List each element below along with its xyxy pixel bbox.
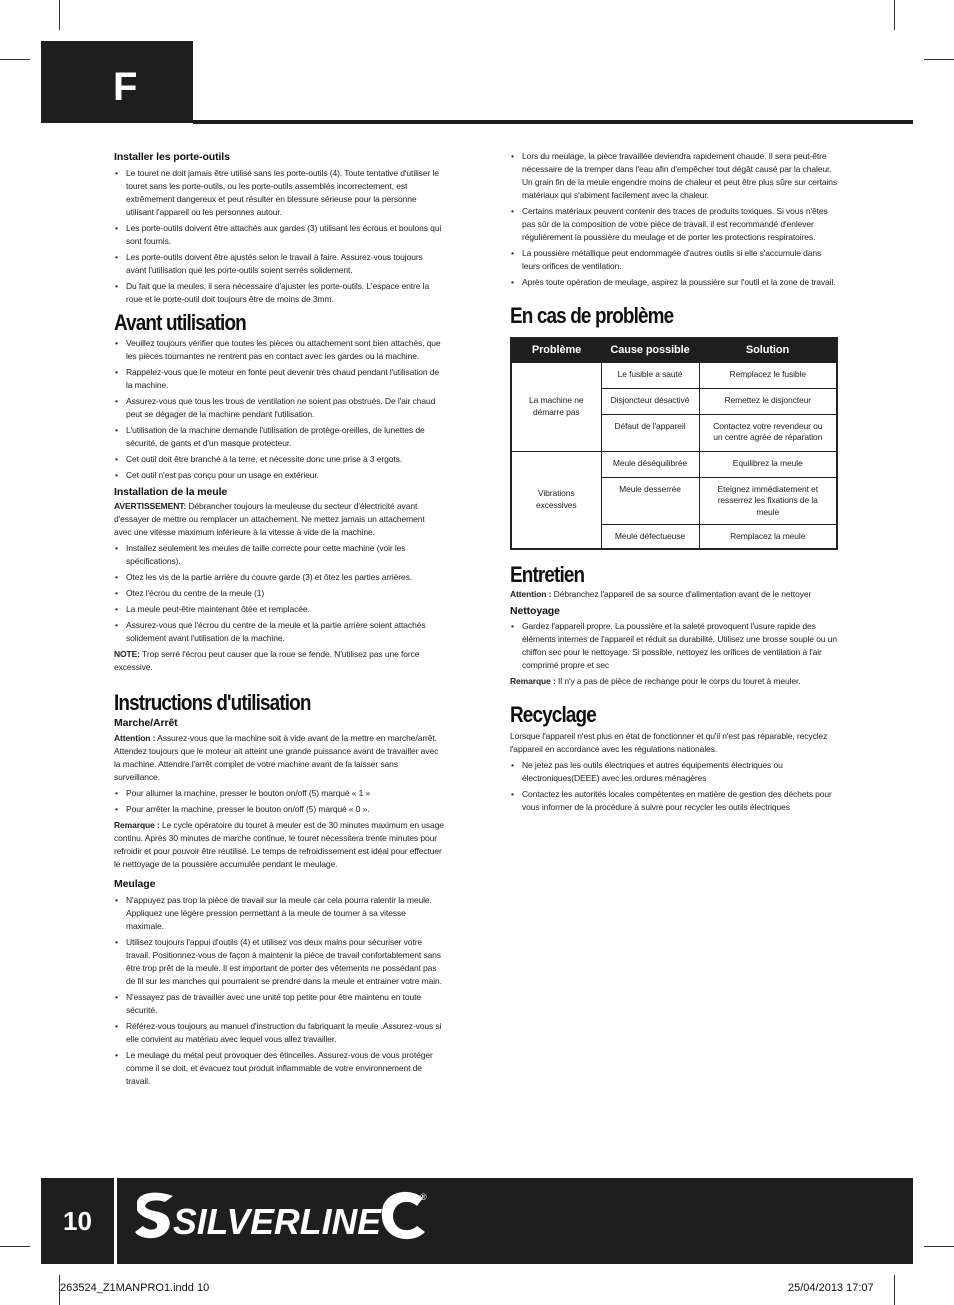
list-item: • Le meulage du métal peut provoquer des étincelles. Assurez-vous de vous protéger comme il se doit, et évacuez tout produit inflammable de votre environnement de travail. <box>114 1049 444 1088</box>
nettoyage-title: Nettoyage <box>510 605 560 617</box>
section-title-recyclage: Recyclage <box>510 702 596 727</box>
cause-cell: Meule défectueuse <box>601 524 699 549</box>
slug-file-info: 263524_Z1MANPRO1.indd 10 <box>60 1282 210 1294</box>
language-tab <box>41 41 193 123</box>
marche-title: Marche/Arrêt <box>114 717 178 729</box>
section-title-avant: Avant utilisation <box>114 310 246 335</box>
marche-list <box>114 787 444 816</box>
cause-cell: Disjoncteur désactivé <box>601 388 699 414</box>
list-item: • Les porte-outils doivent être attachés aux gardes (3) utilisant les écrous et boulons qui sont fournis. <box>114 222 444 248</box>
solution-cell: Contactez votre revendeur ou un centre agrée de réparation <box>699 414 837 451</box>
marche-remarque-label: Remarque : <box>114 820 160 830</box>
table-header-cell: Solution <box>699 338 837 362</box>
solution-cell: Remettez le disjoncteur <box>699 388 837 414</box>
meule-note <box>114 648 444 674</box>
list-item: • Après toute opération de meulage, aspirez la poussière sur l'outil et la zone de travail. <box>510 276 840 289</box>
solution-cell: Equilibrez la meule <box>699 451 837 477</box>
footer-divider <box>114 1178 117 1264</box>
list-item: • Ne jetez pas les outils électriques et autres équipements électriques ou électroniques(DEEE) avec les ordures ménagères <box>510 759 840 785</box>
marche-remarque <box>114 819 444 871</box>
table-header-cell: Problème <box>511 338 601 362</box>
meule-list <box>114 542 444 645</box>
recyclage-intro: Lorsque l'appareil n'est plus en état de fonctionner et qu'il n'est pas réparable, recyclez l'appareil en accordance avec les régulations nationales. <box>510 731 828 754</box>
list-item: • Du fait que la meules, il sera nécessaire d'ajuster les porte-outils. L'espace entre la roue et le porte-outil doit toujours être de moins de 3mm. <box>114 280 444 306</box>
problem-cell: La machine ne démarre pas <box>511 362 601 451</box>
list-item: • Contactez les autorités locales compétentes en matière de gestion des déchets pour vous informer de la procédure à suivre pour recycler les outils électriques <box>510 788 840 814</box>
silverline-logo <box>133 1186 433 1256</box>
list-item: • Lors du meulage, la pièce travaillée deviendra rapidement chaude. Il sera peut-être nécessaire de la tremper dans l'eau afin d'empêcher tout dégât causé par la chaleur. Un grain fin de la meule engendre moins de chaleur et peut être plus sûre sur certains matériaux qui s'abiment facilement avec la chaleur. <box>510 150 840 202</box>
problem-cell: Vibrations excessives <box>511 451 601 549</box>
meule-warning <box>114 500 444 539</box>
entretien-attention-text: Débranchez l'appareil de sa source d'alimentation avant de le nettoyer <box>551 589 812 599</box>
problem-table <box>510 337 838 550</box>
meule-warning-text: Débrancher toujours la meuleuse du secteur d'électricité avant d'essayer de mettre ou remplacer un attachement. Ne mettez jamais un attachement avec une vitesse maximum inférieure à la vitesse à vide de la machine. <box>114 501 425 537</box>
entretien-remarque <box>510 675 840 688</box>
cause-cell: Défaut de l'appareil <box>601 414 699 451</box>
list-item: • Cet outil n'est pas conçu pour un usage en extérieur. <box>114 469 444 482</box>
cause-cell: Meule déséquilibrée <box>601 451 699 477</box>
right-column <box>510 150 840 817</box>
list-item: • Assurez-vous que l'écrou du centre de la meule et la partie arrière soient attachés solidement avant l'utilisation de la machine. <box>114 619 444 645</box>
table-header-cell: Cause possible <box>601 338 699 362</box>
list-item: • Pour arrêter la machine, presser le bouton on/off (5) marqué « 0 ». <box>114 803 444 816</box>
meule-note-text: Trop serré l'écrou peut causer que la roue se fende. N'utilisez pas une force excessive. <box>114 649 420 672</box>
section-title-entretien: Entretien <box>510 562 585 587</box>
cause-cell: Meule desserrée <box>601 477 699 524</box>
crop-mark <box>0 1246 30 1247</box>
meule-warning-label: AVERTISSEMENT: <box>114 501 187 511</box>
table-header-row <box>511 338 837 362</box>
list-item: • Référez-vous toujours au manuel d'instruction du fabriquant la meule .Assurez-vous si elle convient au matériau avec lequel vous allez travailler. <box>114 1020 444 1046</box>
meulage-list <box>114 894 444 1088</box>
list-item: • Veuillez toujours vérifier que toutes les pièces ou attachement sont bien attachés, que les pièces tournantes ne rentrent pas en contact avec les gardes ou la machine. <box>114 337 444 363</box>
crop-mark <box>894 1275 895 1305</box>
entretien-attention <box>510 588 840 601</box>
registered-mark: ® <box>420 1192 427 1202</box>
meulage-title: Meulage <box>114 878 156 890</box>
header-rule <box>193 120 913 124</box>
marche-attention-label: Attention : <box>114 733 156 743</box>
list-item: • Le touret ne doit jamais être utilisé sans les porte-outils (4). Toute tentative d'utiliser le touret sans les porte-outils, ou les porte-outils assemblés incorrectement, est extrêmement dangereux et peut résulter en blessure sérieuse pour la personne utilisant l'appareil ou les personnes autour. <box>114 167 444 219</box>
marche-attention <box>114 732 444 784</box>
list-item: • Pour allumer la machine, presser le bouton on/off (5) marqué « 1 » <box>114 787 444 800</box>
list-item: • Otez les vis de la partie arrière du couvre garde (3) et ôtez les parties arrières. <box>114 571 444 584</box>
section-title-instructions: Instructions d'utilisation <box>114 690 311 715</box>
list-item: • Cet outil doit être branché à la terre, et nécessite donc une prise à 3 ergots. <box>114 453 444 466</box>
list-item: • Gardez l'appareil propre. La poussière et la saleté provoquent l'usure rapide des éléments internes de l'appareil et réduit sa durabilité. Utilisez une brosse souple ou un chiffon sec pour le nettoyage. Si possible, nettoyez les orifices de ventilation à l'air comprimé propre et sec <box>510 620 840 672</box>
crop-mark <box>59 0 60 30</box>
meule-title: Installation de la meule <box>114 486 228 498</box>
wrench-left-icon <box>135 1193 173 1239</box>
avant-list <box>114 337 444 482</box>
marche-remarque-text: Le cycle opératoire du touret à meuler est de 30 minutes maximum en usage continu. Après 30 minutes de marche continue, le touret nécessitera trente minutes pour refroidir et pour pouvoir être réutilisé. Le temps de refroidissement est idéal pour effectuer le nettoyage de la poussière accumulée pendant le meulage. <box>114 820 444 869</box>
nettoyage-list <box>510 620 840 672</box>
entretien-remarque-label: Remarque : <box>510 676 556 686</box>
list-item: • Installez seulement les meules de taille correcte pour cette machine (voir les spécifications). <box>114 542 444 568</box>
list-item: • Certains matériaux peuvent contenir des traces de produits toxiques. Si vous n'êtes pas sûr de la composition de votre pièce de travail, il est recommandé d'enlever régulièrement la poussière du meulage et de porter les protections respiratoires. <box>510 205 840 244</box>
footer-bar <box>41 1178 913 1264</box>
meulage-continued-list <box>510 150 840 289</box>
list-item: • Rappelez-vous que le moteur en fonte peut devenir très chaud pendant l'utilisation de la machine. <box>114 366 444 392</box>
list-item: • L'utilisation de la machine demande l'utilisation de protège-oreilles, de lunettes de sécurité, de gants et d'un masque protecteur. <box>114 424 444 450</box>
entretien-remarque-text: Il n'y a pas de pièce de rechange pour le corps du touret à meuler. <box>555 676 801 686</box>
page-number: 10 <box>63 1205 92 1236</box>
recyclage-list <box>510 759 840 814</box>
list-item: • N'appuyez pas trop la pièce de travail sur la meule car cela pourra ralentir la meule. Appliquez une légère pression permettant à la meule de tourner à sa vitesse maximale. <box>114 894 444 933</box>
table-row <box>511 362 837 388</box>
list-item: • La meule peut-être maintenant ôtée et remplacée. <box>114 603 444 616</box>
brand-name: SILVERLINE <box>173 1201 382 1242</box>
language-letter: F <box>113 65 138 109</box>
slug-date-info: 25/04/2013 17:07 <box>788 1282 874 1294</box>
meule-note-label: NOTE: <box>114 649 140 659</box>
wrench-right-icon <box>382 1192 425 1239</box>
install-title: Installer les porte-outils <box>114 151 230 163</box>
list-item: • Otez l'écrou du centre de la meule (1) <box>114 587 444 600</box>
crop-mark <box>894 0 895 30</box>
solution-cell: Eteignez immédiatement et resserrez les fixations de la meule <box>699 477 837 524</box>
left-column <box>114 150 444 1091</box>
entretien-attention-label: Attention : <box>510 589 552 599</box>
solution-cell: Remplacez la meule <box>699 524 837 549</box>
list-item: • N'essayez pas de travailler avec une unité top petite pour être maintenu en toute sécurité. <box>114 991 444 1017</box>
list-item: • La poussière métallique peut endommagée d'autres outils si elle s'accumule dans leurs orifices de ventilation. <box>510 247 840 273</box>
crop-mark <box>924 59 954 60</box>
list-item: • Les porte-outils doivent être ajustés selon le travail à faire. Assurez-vous toujours avant l'utilisation que les porte-outils soient serrés solidement. <box>114 251 444 277</box>
install-list <box>114 167 444 306</box>
cause-cell: Le fusible a sauté <box>601 362 699 388</box>
list-item: • Assurez-vous que tous les trous de ventilation ne soient pas obstrués. De l'air chaud peut se dégager de la machine pendant l'utilisation. <box>114 395 444 421</box>
list-item: • Utilisez toujours l'appui d'outils (4) et utilisez vos deux mains pour sécuriser votre travail. Positionnez-vous de façon à maintenir la pièce de travail confortablement sans être trop prêt de la meule. Il est important de porter des vêtements ne possédant pas de fil sur les manches qui pourraient se prendre dans la meule et entrainer votre main. <box>114 936 444 988</box>
crop-mark <box>0 59 30 60</box>
solution-cell: Remplacez le fusible <box>699 362 837 388</box>
section-title-probleme: En cas de problème <box>510 303 674 328</box>
crop-mark <box>924 1246 954 1247</box>
marche-attention-text: Assurez-vous que la machine soit à vide avant de la mettre en marche/arrêt. Attendez toujours que le moteur ait atteint une grande puissance avant de travailler avec la machine. Attendre l'arrêt complet de votre machine avant de la laisser sans surveillance. <box>114 733 439 782</box>
table-row <box>511 451 837 477</box>
